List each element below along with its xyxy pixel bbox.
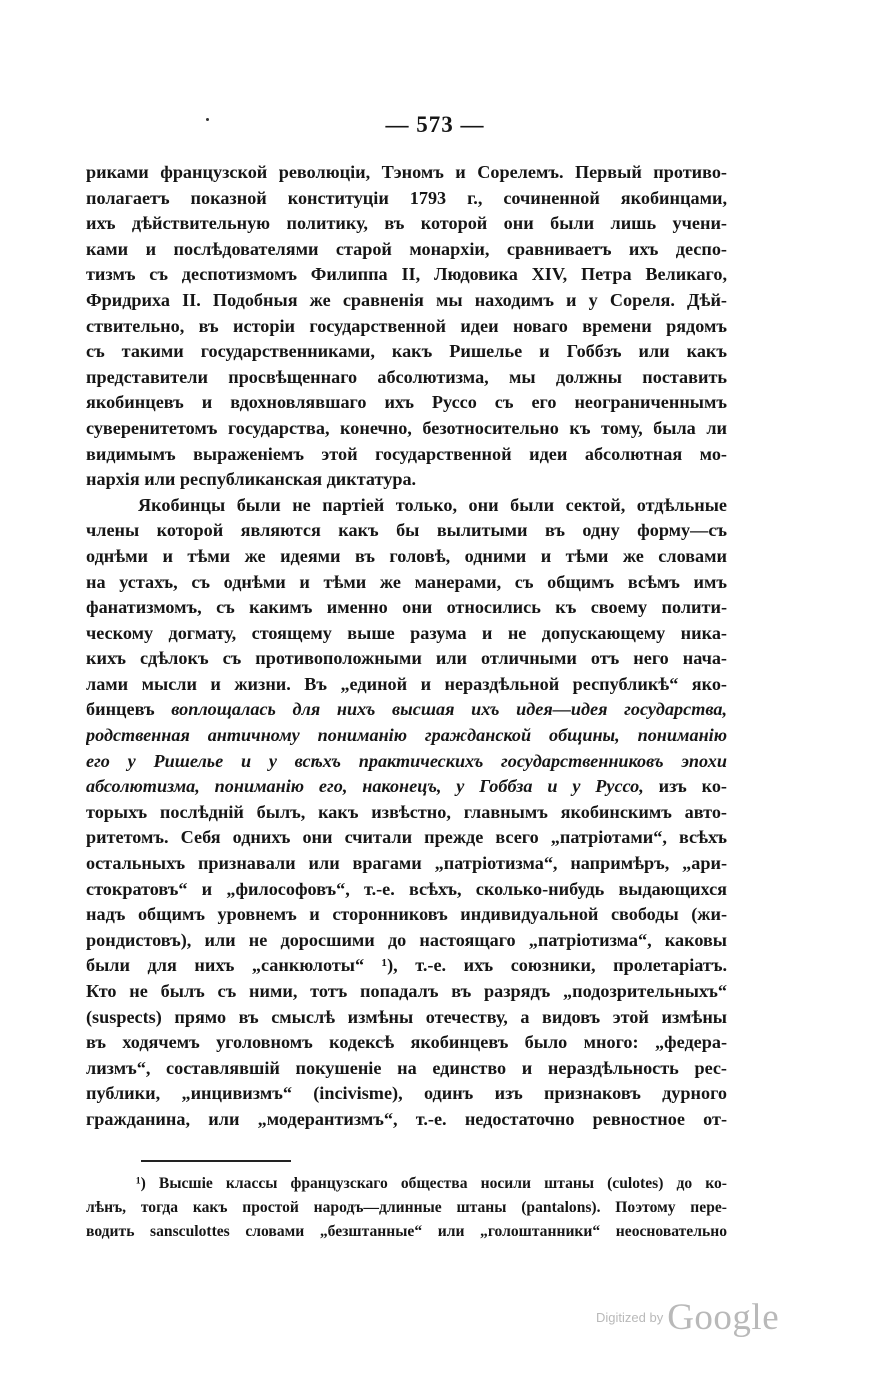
text-line: публики, „инцивизмъ“ (incivisme), одинъ изъ признаковъ дурного xyxy=(86,1083,727,1104)
text-line: ритетомъ. Себя однихъ они считали прежде всего „патріотами“, всѣхъ xyxy=(86,827,727,848)
text-line: рондистовъ), или не доросшими до настоящаго „патріотизма“, каковы xyxy=(86,929,727,950)
text-line: ками и послѣдователями старой монархіи, сравниваетъ ихъ деспо- xyxy=(86,238,727,259)
text-line: видимымъ выраженіемъ этой государственной идеи абсолютная мо- xyxy=(86,443,727,464)
text-line: были для нихъ „санкюлоты“ ¹), т.-е. ихъ союзники, пролетаріатъ. xyxy=(86,955,727,976)
text-line: торыхъ послѣдній былъ, какъ извѣстно, главнымъ якобинскимъ авто- xyxy=(86,801,727,822)
text-line: родственная античному пониманію гражданской общины, пониманію xyxy=(86,725,727,746)
digitized-watermark xyxy=(596,1296,779,1339)
footnote xyxy=(86,1172,727,1244)
footnote-rule xyxy=(141,1160,291,1162)
body-text xyxy=(86,160,727,1133)
text-line: гражданина, или „модерантизмъ“, т.-е. недостаточно ревностное от- xyxy=(86,1108,727,1129)
text-line: суверенитетомъ государства, конечно, безотносительно къ тому, была ли xyxy=(86,417,727,438)
page-number: — 573 — xyxy=(385,112,485,137)
footnote-line: лѣнъ, тогда какъ простой народъ—длинные штаны (pantalons). Поэтому пере- xyxy=(86,1199,727,1216)
watermark-prefix: Digitized by xyxy=(596,1310,664,1325)
text-line: на устахъ, съ однѣми и тѣми же манерами, съ общимъ всѣмъ имъ xyxy=(86,571,727,592)
roman-run: бинцевъ xyxy=(86,699,172,720)
text-line: остальныхъ признавали или врагами „патріотизма“, напримѣръ, „ари- xyxy=(86,853,727,874)
text-line: Фридриха II. Подобныя же сравненія мы находимъ и у Сореля. Дѣй- xyxy=(86,289,727,310)
text-line: Якобинцы были не партіей только, они были сектой, отдѣльные xyxy=(138,494,727,515)
text-line: фанатизмомъ, съ какимъ именно они относились къ своему полити- xyxy=(86,597,727,618)
footnote-line: водить sansculottes словами „безштанные“ или „голоштанники“ неосновательно xyxy=(86,1223,727,1240)
text-line: съ такими государственниками, какъ Ришелье и Гоббзъ или какъ xyxy=(86,341,727,362)
print-speck xyxy=(206,118,209,121)
text-line: представители просвѣщеннаго абсолютизма, мы должны поставить xyxy=(86,366,727,387)
footnote-line: ¹) Высшіе классы французскаго общества носили штаны (culotes) до ко- xyxy=(136,1175,727,1192)
google-logo: Google xyxy=(667,1297,780,1338)
text-line: лизмъ“, составлявшій покушеніе на единство и нераздѣльность рес- xyxy=(86,1057,727,1078)
text-line: ческому догмату, стоящему выше разума и не допускающему ника- xyxy=(86,622,727,643)
text-line: ствительно, въ исторіи государственной идеи новаго времени рядомъ xyxy=(86,315,727,336)
text-line: стократовъ“ и „философовъ“, т.-е. всѣхъ, сколько-нибудь выдающихся xyxy=(86,878,727,899)
text-line xyxy=(86,774,727,800)
roman-run: изъ ко- xyxy=(643,776,727,797)
text-line: лами мысли и жизни. Въ „единой и нераздѣльной республикѣ“ яко- xyxy=(86,673,727,694)
italic-run: воплощалась для нихъ высшая ихъ идея—идея государства, xyxy=(171,699,727,720)
text-line: надъ общимъ уровнемъ и сторонниковъ индивидуальной свободы (жи- xyxy=(86,904,727,925)
text-line: Кто не былъ съ ними, тотъ попадалъ въ разрядъ „подозрительныхъ“ xyxy=(86,981,727,1001)
italic-run: абсолютизма, пониманію его, наконецъ, у Гоббза и у Руссо, xyxy=(86,776,644,797)
text-line: тизмъ съ деспотизмомъ Филиппа II, Людовика XIV, Петра Великаго, xyxy=(86,264,727,285)
text-line: ихъ дѣйствительную политику, въ которой они были лишь учени- xyxy=(86,213,727,234)
text-line: его у Ришелье и у всѣхъ практическихъ государственниковъ эпохи xyxy=(86,750,727,771)
text-line: нархія или республиканская диктатура. xyxy=(86,469,417,490)
text-line: члены которой являются какъ бы вылитыми въ одну форму—съ xyxy=(86,520,727,541)
text-line: кихъ сдѣлокъ съ противоположными или отличными отъ него нача- xyxy=(86,648,727,669)
text-line xyxy=(86,697,727,723)
text-line: однѣми и тѣми же идеями въ головѣ, одними и тѣми же словами xyxy=(86,545,727,566)
text-line: въ ходячемъ уголовномъ кодексѣ якобинцевъ было много: „федера- xyxy=(86,1032,727,1053)
text-line: якобинцевъ и вдохновлявшаго ихъ Руссо съ его неограниченнымъ xyxy=(86,392,727,413)
text-line: риками французской революціи, Тэномъ и Сорелемъ. Первый противо- xyxy=(86,162,727,182)
text-line: (suspects) прямо въ смыслѣ измѣны отечеству, а видовъ этой измѣны xyxy=(86,1006,727,1027)
text-line: полагаетъ показной конституціи 1793 г., сочиненной якобинцами, xyxy=(86,187,727,208)
